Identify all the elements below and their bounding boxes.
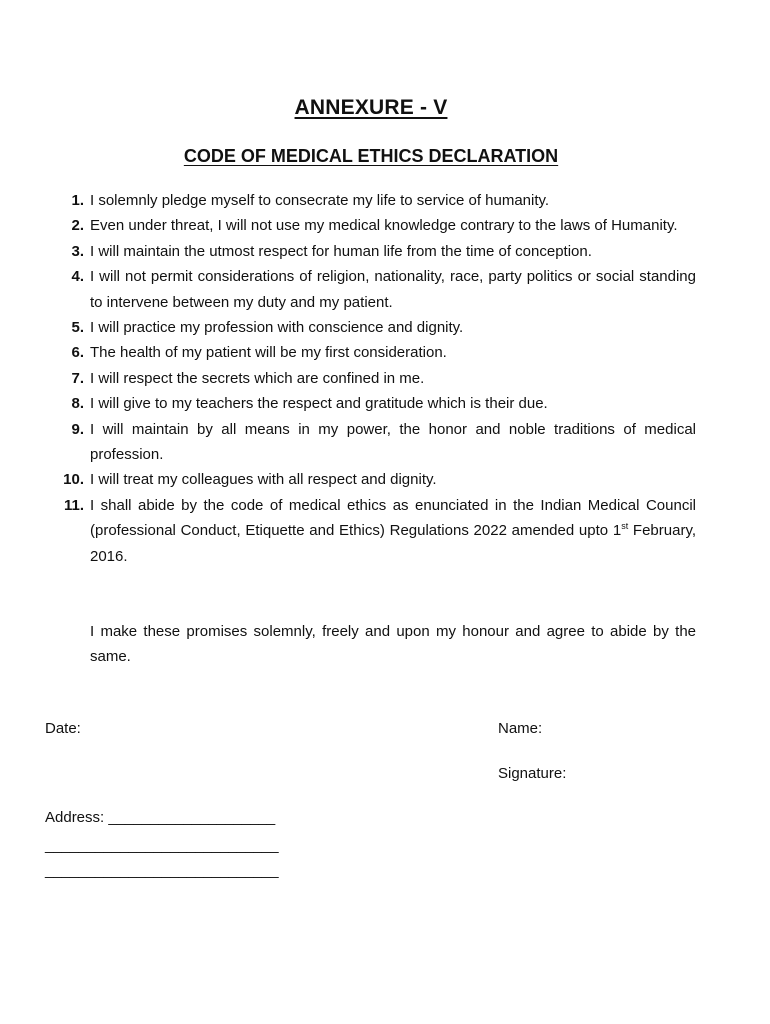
pledge-number: 2. xyxy=(71,217,84,235)
pledge-item xyxy=(48,467,696,492)
pledge-item xyxy=(48,188,696,213)
closing-statement: I make these promises solemnly, freely and upon my honour and agree to abide by the same. xyxy=(90,623,696,666)
pledge-item xyxy=(48,213,696,238)
pledge-number: 1. xyxy=(71,192,84,209)
pledge-item xyxy=(48,340,696,365)
pledge-text-main: I shall abide by the code of medical ethics as enunciated in the Indian Medical Council (professional Conduct, Etiquette and Ethics) Regulations 2022 amended upto 1 xyxy=(90,496,696,540)
pledge-item xyxy=(48,239,696,264)
pledge-text: I solemnly pledge myself to consecrate my life to service of humanity. xyxy=(90,192,550,209)
pledge-number: 10. xyxy=(63,471,84,489)
pledge-number: 4. xyxy=(71,268,84,286)
pledge-list xyxy=(48,188,696,569)
pledge-number: 7. xyxy=(71,369,84,387)
pledge-text: I will treat my colleagues with all respect and dignity. xyxy=(90,471,437,489)
pledge-text: I will respect the secrets which are confined in me. xyxy=(90,369,425,387)
annexure-title: ANNEXURE - V xyxy=(294,96,448,119)
pledge-item xyxy=(48,391,696,416)
pledge-number: 9. xyxy=(71,420,84,438)
pledge-item xyxy=(48,264,696,315)
pledge-text: Even under threat, I will not use my medical knowledge contrary to the laws of Humanity. xyxy=(90,217,678,235)
pledge-text-date: February, 2016. xyxy=(90,522,697,565)
pledge-text: I will not permit considerations of religion, nationality, race, party politics or social standing to intervene between my duty and my patient. xyxy=(90,268,696,311)
pledge-item xyxy=(48,366,696,391)
pledge-number: 6. xyxy=(71,344,84,362)
pledge-number: 8. xyxy=(71,395,84,413)
pledge-item xyxy=(48,493,696,569)
pledge-number: 5. xyxy=(71,319,84,337)
address-line: ____________________________ xyxy=(45,837,279,854)
ordinal-suffix: st xyxy=(621,521,629,532)
pledge-text xyxy=(90,493,696,569)
pledge-number: 11. xyxy=(63,496,84,514)
pledge-text: I will practice my profession with conscience and dignity. xyxy=(90,319,464,337)
signature-label: Signature: xyxy=(498,765,567,782)
pledge-text: I will give to my teachers the respect and gratitude which is their due. xyxy=(90,395,548,413)
pledge-item xyxy=(48,417,696,468)
date-label: Date: xyxy=(45,720,81,737)
pledge-text: I will maintain by all means in my power, the honor and noble traditions of medical profession. xyxy=(90,420,696,464)
address-line: ____________________________ xyxy=(45,862,279,879)
pledge-number: 3. xyxy=(71,242,84,260)
pledge-text: I will maintain the utmost respect for human life from the time of conception. xyxy=(90,242,592,260)
address-field: Address: ____________________ xyxy=(45,809,276,826)
name-label: Name: xyxy=(498,720,543,737)
pledge-item xyxy=(48,315,696,340)
declaration-title: CODE OF MEDICAL ETHICS DECLARATION xyxy=(183,146,559,166)
pledge-text: The health of my patient will be my first consideration. xyxy=(90,344,447,362)
